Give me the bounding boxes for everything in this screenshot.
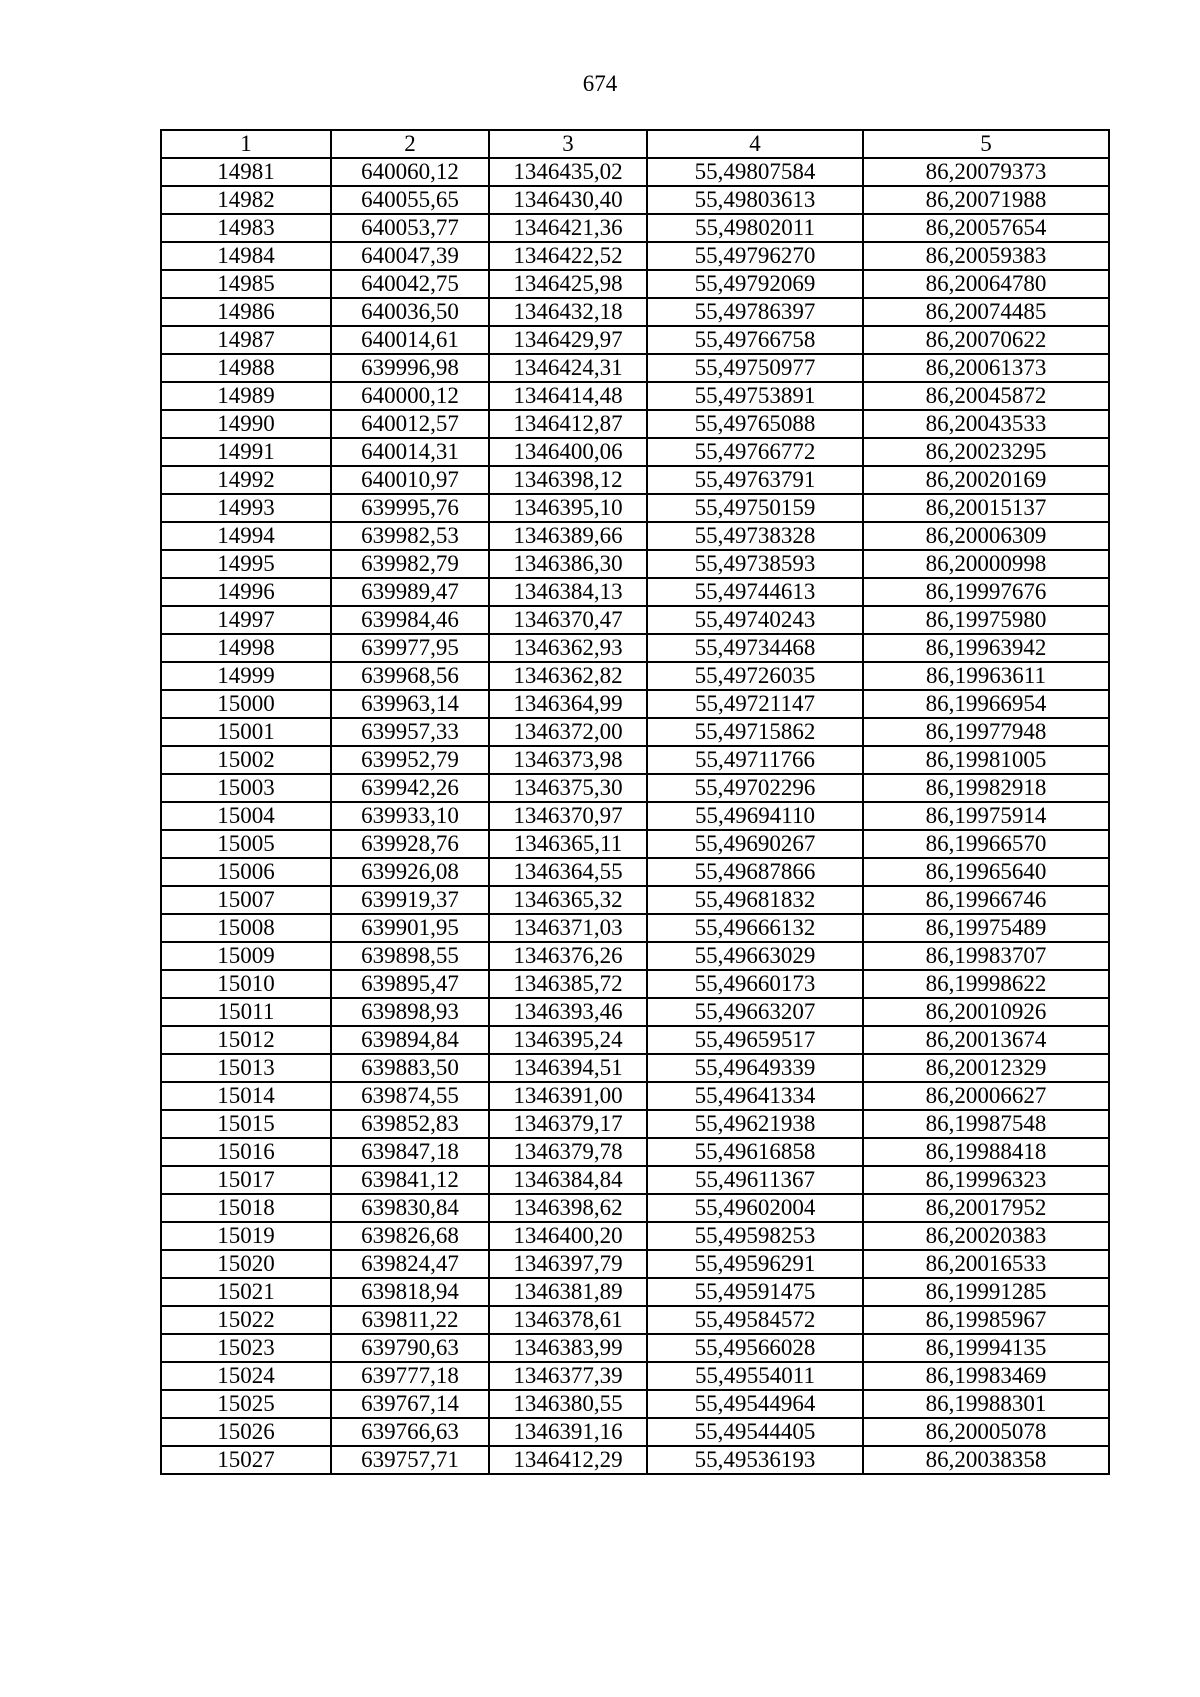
x-coordinate-cell: 639957,33 xyxy=(331,718,489,746)
y-coordinate-cell: 1346432,18 xyxy=(489,298,647,326)
longitude-cell: 86,20012329 xyxy=(863,1054,1109,1082)
latitude-cell: 55,49641334 xyxy=(647,1082,863,1110)
longitude-cell: 86,20057654 xyxy=(863,214,1109,242)
table-row xyxy=(161,578,1109,606)
y-coordinate-cell: 1346429,97 xyxy=(489,326,647,354)
latitude-cell: 55,49802011 xyxy=(647,214,863,242)
table-row xyxy=(161,326,1109,354)
latitude-cell: 55,49738328 xyxy=(647,522,863,550)
latitude-cell: 55,49792069 xyxy=(647,270,863,298)
longitude-cell: 86,20015137 xyxy=(863,494,1109,522)
table-row xyxy=(161,1306,1109,1334)
table-row xyxy=(161,606,1109,634)
y-coordinate-cell: 1346364,99 xyxy=(489,690,647,718)
latitude-cell: 55,49807584 xyxy=(647,158,863,186)
y-coordinate-cell: 1346425,98 xyxy=(489,270,647,298)
latitude-cell: 55,49786397 xyxy=(647,298,863,326)
y-coordinate-cell: 1346435,02 xyxy=(489,158,647,186)
longitude-cell: 86,19994135 xyxy=(863,1334,1109,1362)
latitude-cell: 55,49803613 xyxy=(647,186,863,214)
point-number-cell: 14985 xyxy=(161,270,331,298)
y-coordinate-cell: 1346375,30 xyxy=(489,774,647,802)
table-row xyxy=(161,1278,1109,1306)
latitude-cell: 55,49690267 xyxy=(647,830,863,858)
longitude-cell: 86,19988418 xyxy=(863,1138,1109,1166)
point-number-cell: 14997 xyxy=(161,606,331,634)
coordinates-table-body xyxy=(161,130,1109,1474)
latitude-cell: 55,49616858 xyxy=(647,1138,863,1166)
y-coordinate-cell: 1346398,12 xyxy=(489,466,647,494)
header-cell-5: 5 xyxy=(863,130,1109,158)
y-coordinate-cell: 1346362,93 xyxy=(489,634,647,662)
point-number-cell: 15001 xyxy=(161,718,331,746)
latitude-cell: 55,49591475 xyxy=(647,1278,863,1306)
x-coordinate-cell: 639977,95 xyxy=(331,634,489,662)
point-number-cell: 15003 xyxy=(161,774,331,802)
table-row xyxy=(161,746,1109,774)
longitude-cell: 86,20013674 xyxy=(863,1026,1109,1054)
table-row xyxy=(161,662,1109,690)
point-number-cell: 15023 xyxy=(161,1334,331,1362)
y-coordinate-cell: 1346394,51 xyxy=(489,1054,647,1082)
point-number-cell: 14995 xyxy=(161,550,331,578)
longitude-cell: 86,20005078 xyxy=(863,1418,1109,1446)
point-number-cell: 15016 xyxy=(161,1138,331,1166)
x-coordinate-cell: 640055,65 xyxy=(331,186,489,214)
table-row xyxy=(161,1138,1109,1166)
header-cell-4: 4 xyxy=(647,130,863,158)
table-row xyxy=(161,298,1109,326)
x-coordinate-cell: 639766,63 xyxy=(331,1418,489,1446)
latitude-cell: 55,49666132 xyxy=(647,914,863,942)
x-coordinate-cell: 639777,18 xyxy=(331,1362,489,1390)
latitude-cell: 55,49596291 xyxy=(647,1250,863,1278)
longitude-cell: 86,19966954 xyxy=(863,690,1109,718)
x-coordinate-cell: 639898,93 xyxy=(331,998,489,1026)
x-coordinate-cell: 639826,68 xyxy=(331,1222,489,1250)
latitude-cell: 55,49738593 xyxy=(647,550,863,578)
y-coordinate-cell: 1346370,97 xyxy=(489,802,647,830)
x-coordinate-cell: 639933,10 xyxy=(331,802,489,830)
x-coordinate-cell: 640042,75 xyxy=(331,270,489,298)
x-coordinate-cell: 639883,50 xyxy=(331,1054,489,1082)
latitude-cell: 55,49796270 xyxy=(647,242,863,270)
latitude-cell: 55,49598253 xyxy=(647,1222,863,1250)
latitude-cell: 55,49750977 xyxy=(647,354,863,382)
y-coordinate-cell: 1346391,00 xyxy=(489,1082,647,1110)
point-number-cell: 14991 xyxy=(161,438,331,466)
y-coordinate-cell: 1346384,13 xyxy=(489,578,647,606)
x-coordinate-cell: 639926,08 xyxy=(331,858,489,886)
point-number-cell: 15000 xyxy=(161,690,331,718)
longitude-cell: 86,19975914 xyxy=(863,802,1109,830)
table-row xyxy=(161,1334,1109,1362)
point-number-cell: 14998 xyxy=(161,634,331,662)
longitude-cell: 86,19966570 xyxy=(863,830,1109,858)
x-coordinate-cell: 639982,53 xyxy=(331,522,489,550)
x-coordinate-cell: 639968,56 xyxy=(331,662,489,690)
x-coordinate-cell: 639894,84 xyxy=(331,1026,489,1054)
latitude-cell: 55,49660173 xyxy=(647,970,863,998)
y-coordinate-cell: 1346365,11 xyxy=(489,830,647,858)
x-coordinate-cell: 640047,39 xyxy=(331,242,489,270)
latitude-cell: 55,49663207 xyxy=(647,998,863,1026)
latitude-cell: 55,49766758 xyxy=(647,326,863,354)
point-number-cell: 14983 xyxy=(161,214,331,242)
point-number-cell: 15005 xyxy=(161,830,331,858)
latitude-cell: 55,49766772 xyxy=(647,438,863,466)
x-coordinate-cell: 639757,71 xyxy=(331,1446,489,1474)
table-row xyxy=(161,1082,1109,1110)
y-coordinate-cell: 1346430,40 xyxy=(489,186,647,214)
table-row xyxy=(161,438,1109,466)
point-number-cell: 15008 xyxy=(161,914,331,942)
longitude-cell: 86,20079373 xyxy=(863,158,1109,186)
table-row xyxy=(161,1390,1109,1418)
point-number-cell: 14989 xyxy=(161,382,331,410)
latitude-cell: 55,49702296 xyxy=(647,774,863,802)
latitude-cell: 55,49554011 xyxy=(647,1362,863,1390)
table-row xyxy=(161,158,1109,186)
x-coordinate-cell: 639818,94 xyxy=(331,1278,489,1306)
table-row xyxy=(161,354,1109,382)
y-coordinate-cell: 1346383,99 xyxy=(489,1334,647,1362)
y-coordinate-cell: 1346384,84 xyxy=(489,1166,647,1194)
latitude-cell: 55,49602004 xyxy=(647,1194,863,1222)
point-number-cell: 15006 xyxy=(161,858,331,886)
y-coordinate-cell: 1346389,66 xyxy=(489,522,647,550)
longitude-cell: 86,19982918 xyxy=(863,774,1109,802)
table-row xyxy=(161,1362,1109,1390)
latitude-cell: 55,49536193 xyxy=(647,1446,863,1474)
point-number-cell: 15009 xyxy=(161,942,331,970)
coordinates-table xyxy=(160,129,1110,1475)
latitude-cell: 55,49750159 xyxy=(647,494,863,522)
y-coordinate-cell: 1346379,78 xyxy=(489,1138,647,1166)
longitude-cell: 86,19977948 xyxy=(863,718,1109,746)
point-number-cell: 14984 xyxy=(161,242,331,270)
x-coordinate-cell: 639767,14 xyxy=(331,1390,489,1418)
x-coordinate-cell: 640012,57 xyxy=(331,410,489,438)
longitude-cell: 86,20016533 xyxy=(863,1250,1109,1278)
y-coordinate-cell: 1346365,32 xyxy=(489,886,647,914)
y-coordinate-cell: 1346400,06 xyxy=(489,438,647,466)
x-coordinate-cell: 639874,55 xyxy=(331,1082,489,1110)
longitude-cell: 86,20020383 xyxy=(863,1222,1109,1250)
table-row xyxy=(161,1166,1109,1194)
latitude-cell: 55,49663029 xyxy=(647,942,863,970)
y-coordinate-cell: 1346370,47 xyxy=(489,606,647,634)
x-coordinate-cell: 639963,14 xyxy=(331,690,489,718)
longitude-cell: 86,19965640 xyxy=(863,858,1109,886)
latitude-cell: 55,49765088 xyxy=(647,410,863,438)
latitude-cell: 55,49687866 xyxy=(647,858,863,886)
y-coordinate-cell: 1346395,10 xyxy=(489,494,647,522)
x-coordinate-cell: 640060,12 xyxy=(331,158,489,186)
table-row xyxy=(161,186,1109,214)
longitude-cell: 86,20038358 xyxy=(863,1446,1109,1474)
table-row xyxy=(161,718,1109,746)
table-row xyxy=(161,830,1109,858)
y-coordinate-cell: 1346385,72 xyxy=(489,970,647,998)
table-row xyxy=(161,1250,1109,1278)
longitude-cell: 86,19988301 xyxy=(863,1390,1109,1418)
page-number: 674 xyxy=(582,71,618,96)
point-number-cell: 14999 xyxy=(161,662,331,690)
longitude-cell: 86,20006627 xyxy=(863,1082,1109,1110)
longitude-cell: 86,20071988 xyxy=(863,186,1109,214)
latitude-cell: 55,49740243 xyxy=(647,606,863,634)
point-number-cell: 15026 xyxy=(161,1418,331,1446)
latitude-cell: 55,49649339 xyxy=(647,1054,863,1082)
y-coordinate-cell: 1346393,46 xyxy=(489,998,647,1026)
point-number-cell: 14990 xyxy=(161,410,331,438)
longitude-cell: 86,20074485 xyxy=(863,298,1109,326)
table-row xyxy=(161,886,1109,914)
table-row xyxy=(161,998,1109,1026)
table-row xyxy=(161,466,1109,494)
latitude-cell: 55,49753891 xyxy=(647,382,863,410)
longitude-cell: 86,20043533 xyxy=(863,410,1109,438)
table-row xyxy=(161,494,1109,522)
latitude-cell: 55,49726035 xyxy=(647,662,863,690)
longitude-cell: 86,19983707 xyxy=(863,942,1109,970)
longitude-cell: 86,19966746 xyxy=(863,886,1109,914)
x-coordinate-cell: 639996,98 xyxy=(331,354,489,382)
x-coordinate-cell: 640053,77 xyxy=(331,214,489,242)
longitude-cell: 86,20023295 xyxy=(863,438,1109,466)
longitude-cell: 86,19975489 xyxy=(863,914,1109,942)
y-coordinate-cell: 1346398,62 xyxy=(489,1194,647,1222)
latitude-cell: 55,49711766 xyxy=(647,746,863,774)
table-row xyxy=(161,270,1109,298)
point-number-cell: 14987 xyxy=(161,326,331,354)
point-number-cell: 15017 xyxy=(161,1166,331,1194)
x-coordinate-cell: 639790,63 xyxy=(331,1334,489,1362)
x-coordinate-cell: 639898,55 xyxy=(331,942,489,970)
y-coordinate-cell: 1346412,87 xyxy=(489,410,647,438)
latitude-cell: 55,49694110 xyxy=(647,802,863,830)
y-coordinate-cell: 1346400,20 xyxy=(489,1222,647,1250)
longitude-cell: 86,20006309 xyxy=(863,522,1109,550)
latitude-cell: 55,49734468 xyxy=(647,634,863,662)
y-coordinate-cell: 1346378,61 xyxy=(489,1306,647,1334)
y-coordinate-cell: 1346379,17 xyxy=(489,1110,647,1138)
latitude-cell: 55,49681832 xyxy=(647,886,863,914)
y-coordinate-cell: 1346373,98 xyxy=(489,746,647,774)
table-row xyxy=(161,690,1109,718)
table-row xyxy=(161,970,1109,998)
table-row xyxy=(161,914,1109,942)
y-coordinate-cell: 1346412,29 xyxy=(489,1446,647,1474)
point-number-cell: 15011 xyxy=(161,998,331,1026)
y-coordinate-cell: 1346422,52 xyxy=(489,242,647,270)
longitude-cell: 86,20020169 xyxy=(863,466,1109,494)
longitude-cell: 86,20064780 xyxy=(863,270,1109,298)
latitude-cell: 55,49544405 xyxy=(647,1418,863,1446)
longitude-cell: 86,19987548 xyxy=(863,1110,1109,1138)
table-row xyxy=(161,410,1109,438)
x-coordinate-cell: 640036,50 xyxy=(331,298,489,326)
x-coordinate-cell: 639830,84 xyxy=(331,1194,489,1222)
table-row xyxy=(161,1418,1109,1446)
point-number-cell: 14993 xyxy=(161,494,331,522)
header-row xyxy=(161,130,1109,158)
table-row xyxy=(161,1446,1109,1474)
x-coordinate-cell: 639901,95 xyxy=(331,914,489,942)
x-coordinate-cell: 639942,26 xyxy=(331,774,489,802)
longitude-cell: 86,19997676 xyxy=(863,578,1109,606)
latitude-cell: 55,49744613 xyxy=(647,578,863,606)
table-row xyxy=(161,774,1109,802)
latitude-cell: 55,49659517 xyxy=(647,1026,863,1054)
x-coordinate-cell: 640014,31 xyxy=(331,438,489,466)
x-coordinate-cell: 640010,97 xyxy=(331,466,489,494)
x-coordinate-cell: 639841,12 xyxy=(331,1166,489,1194)
point-number-cell: 15015 xyxy=(161,1110,331,1138)
table-row xyxy=(161,802,1109,830)
x-coordinate-cell: 639984,46 xyxy=(331,606,489,634)
latitude-cell: 55,49611367 xyxy=(647,1166,863,1194)
point-number-cell: 15021 xyxy=(161,1278,331,1306)
point-number-cell: 15004 xyxy=(161,802,331,830)
table-row xyxy=(161,1194,1109,1222)
x-coordinate-cell: 639995,76 xyxy=(331,494,489,522)
longitude-cell: 86,19963611 xyxy=(863,662,1109,690)
longitude-cell: 86,19981005 xyxy=(863,746,1109,774)
latitude-cell: 55,49715862 xyxy=(647,718,863,746)
point-number-cell: 14988 xyxy=(161,354,331,382)
y-coordinate-cell: 1346395,24 xyxy=(489,1026,647,1054)
y-coordinate-cell: 1346376,26 xyxy=(489,942,647,970)
longitude-cell: 86,20059383 xyxy=(863,242,1109,270)
point-number-cell: 14994 xyxy=(161,522,331,550)
point-number-cell: 15025 xyxy=(161,1390,331,1418)
point-number-cell: 15013 xyxy=(161,1054,331,1082)
latitude-cell: 55,49566028 xyxy=(647,1334,863,1362)
y-coordinate-cell: 1346380,55 xyxy=(489,1390,647,1418)
x-coordinate-cell: 640014,61 xyxy=(331,326,489,354)
y-coordinate-cell: 1346391,16 xyxy=(489,1418,647,1446)
header-cell-3: 3 xyxy=(489,130,647,158)
longitude-cell: 86,19983469 xyxy=(863,1362,1109,1390)
y-coordinate-cell: 1346362,82 xyxy=(489,662,647,690)
y-coordinate-cell: 1346377,39 xyxy=(489,1362,647,1390)
latitude-cell: 55,49621938 xyxy=(647,1110,863,1138)
x-coordinate-cell: 639919,37 xyxy=(331,886,489,914)
table-row xyxy=(161,242,1109,270)
longitude-cell: 86,20017952 xyxy=(863,1194,1109,1222)
longitude-cell: 86,20061373 xyxy=(863,354,1109,382)
table-row xyxy=(161,1110,1109,1138)
table-row xyxy=(161,382,1109,410)
longitude-cell: 86,19975980 xyxy=(863,606,1109,634)
point-number-cell: 15027 xyxy=(161,1446,331,1474)
y-coordinate-cell: 1346371,03 xyxy=(489,914,647,942)
y-coordinate-cell: 1346381,89 xyxy=(489,1278,647,1306)
point-number-cell: 14986 xyxy=(161,298,331,326)
x-coordinate-cell: 639952,79 xyxy=(331,746,489,774)
longitude-cell: 86,20000998 xyxy=(863,550,1109,578)
point-number-cell: 15020 xyxy=(161,1250,331,1278)
point-number-cell: 15019 xyxy=(161,1222,331,1250)
header-cell-1: 1 xyxy=(161,130,331,158)
y-coordinate-cell: 1346421,36 xyxy=(489,214,647,242)
y-coordinate-cell: 1346397,79 xyxy=(489,1250,647,1278)
table-row xyxy=(161,1054,1109,1082)
longitude-cell: 86,19985967 xyxy=(863,1306,1109,1334)
latitude-cell: 55,49584572 xyxy=(647,1306,863,1334)
point-number-cell: 15014 xyxy=(161,1082,331,1110)
longitude-cell: 86,19991285 xyxy=(863,1278,1109,1306)
x-coordinate-cell: 640000,12 xyxy=(331,382,489,410)
table-row xyxy=(161,1222,1109,1250)
latitude-cell: 55,49763791 xyxy=(647,466,863,494)
point-number-cell: 15018 xyxy=(161,1194,331,1222)
point-number-cell: 15002 xyxy=(161,746,331,774)
y-coordinate-cell: 1346424,31 xyxy=(489,354,647,382)
x-coordinate-cell: 639989,47 xyxy=(331,578,489,606)
latitude-cell: 55,49544964 xyxy=(647,1390,863,1418)
y-coordinate-cell: 1346364,55 xyxy=(489,858,647,886)
x-coordinate-cell: 639928,76 xyxy=(331,830,489,858)
table-row xyxy=(161,634,1109,662)
y-coordinate-cell: 1346372,00 xyxy=(489,718,647,746)
table-row xyxy=(161,942,1109,970)
longitude-cell: 86,20070622 xyxy=(863,326,1109,354)
x-coordinate-cell: 639811,22 xyxy=(331,1306,489,1334)
point-number-cell: 14982 xyxy=(161,186,331,214)
y-coordinate-cell: 1346414,48 xyxy=(489,382,647,410)
point-number-cell: 15012 xyxy=(161,1026,331,1054)
longitude-cell: 86,19996323 xyxy=(863,1166,1109,1194)
table-row xyxy=(161,858,1109,886)
longitude-cell: 86,19963942 xyxy=(863,634,1109,662)
point-number-cell: 15024 xyxy=(161,1362,331,1390)
x-coordinate-cell: 639824,47 xyxy=(331,1250,489,1278)
y-coordinate-cell: 1346386,30 xyxy=(489,550,647,578)
header-cell-2: 2 xyxy=(331,130,489,158)
x-coordinate-cell: 639895,47 xyxy=(331,970,489,998)
point-number-cell: 15007 xyxy=(161,886,331,914)
table-row xyxy=(161,1026,1109,1054)
table-row xyxy=(161,550,1109,578)
point-number-cell: 14992 xyxy=(161,466,331,494)
table-row xyxy=(161,522,1109,550)
point-number-cell: 14996 xyxy=(161,578,331,606)
point-number-cell: 15010 xyxy=(161,970,331,998)
point-number-cell: 14981 xyxy=(161,158,331,186)
longitude-cell: 86,19998622 xyxy=(863,970,1109,998)
table-row xyxy=(161,214,1109,242)
latitude-cell: 55,49721147 xyxy=(647,690,863,718)
x-coordinate-cell: 639847,18 xyxy=(331,1138,489,1166)
x-coordinate-cell: 639852,83 xyxy=(331,1110,489,1138)
x-coordinate-cell: 639982,79 xyxy=(331,550,489,578)
longitude-cell: 86,20045872 xyxy=(863,382,1109,410)
point-number-cell: 15022 xyxy=(161,1306,331,1334)
longitude-cell: 86,20010926 xyxy=(863,998,1109,1026)
